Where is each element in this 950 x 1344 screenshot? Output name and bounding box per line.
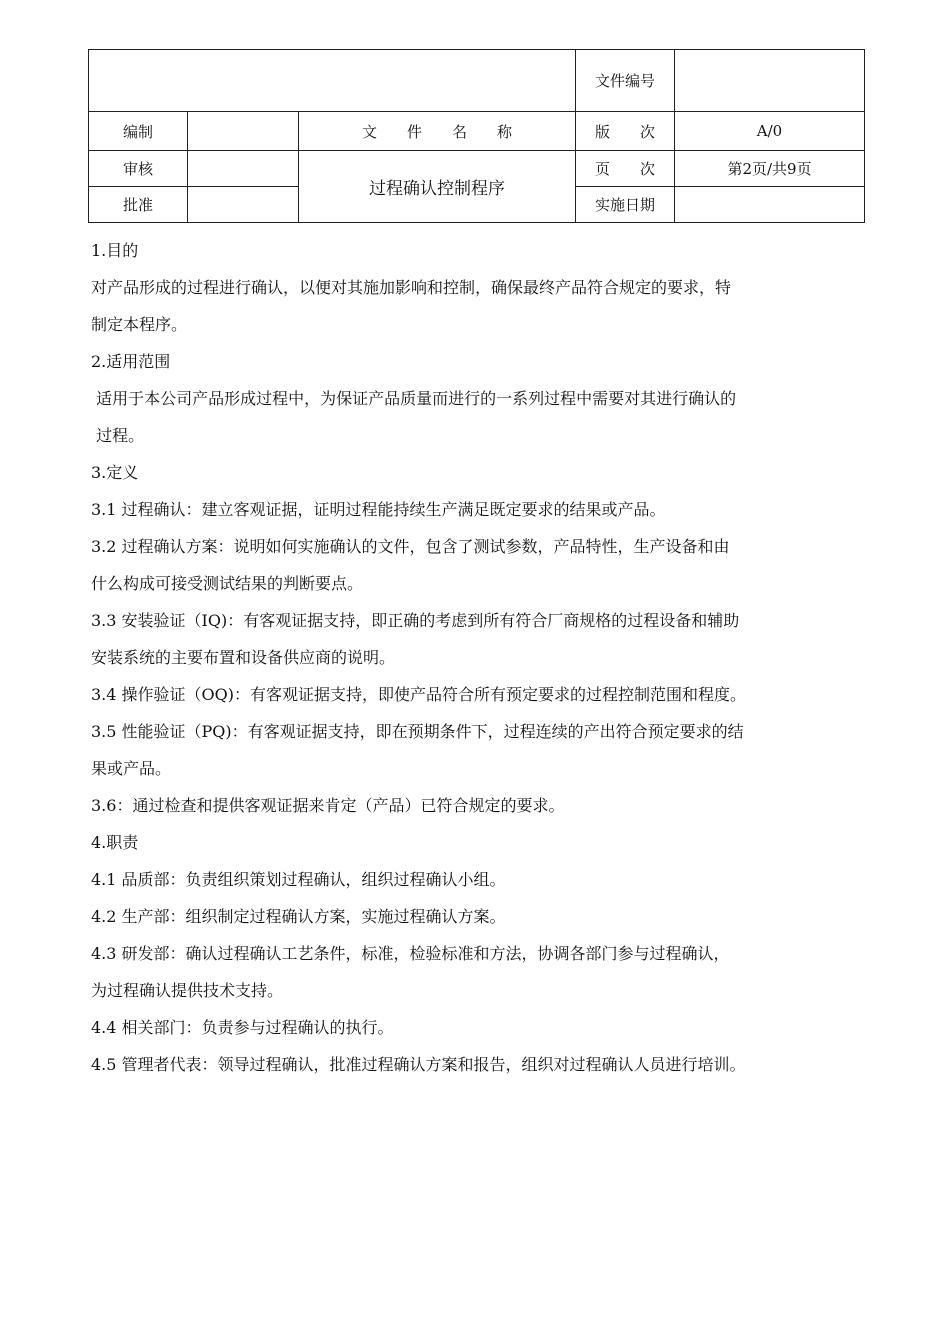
compile-label: 编制: [89, 112, 188, 151]
document-body: [91, 232, 864, 1083]
body-line: 4.5 管理者代表：领导过程确认，批准过程确认方案和报告，组织对过程确认人员进行培训。: [91, 1055, 746, 1074]
file-name-label: 文 件 名 称: [299, 112, 576, 151]
approve-value: [188, 187, 299, 223]
body-line: 3.6：通过检查和提供客观证据来肯定（产品）已符合规定的要求。: [91, 796, 565, 815]
body-line: 4.职责: [91, 833, 139, 852]
body-line: 3.定义: [91, 463, 139, 482]
version-value: A/0: [675, 112, 865, 151]
body-line: 1.目的: [91, 241, 139, 260]
page-label: 页 次: [576, 151, 675, 187]
body-line: 4.1 品质部：负责组织策划过程确认，组织过程确认小组。: [91, 870, 506, 889]
body-line: 3.1 过程确认：建立客观证据，证明过程能持续生产满足既定要求的结果或产品。: [91, 500, 666, 519]
page-value: 第2页/共9页: [675, 151, 865, 187]
body-line: 2.适用范围: [91, 352, 171, 371]
file-name-value: 过程确认控制程序: [299, 151, 576, 223]
body-line: 4.4 相关部门：负责参与过程确认的执行。: [91, 1018, 394, 1037]
body-line: 3.5 性能验证（PQ)：有客观证据支持，即在预期条件下，过程连续的产出符合预定要求的结: [91, 722, 744, 741]
file-no-label: 文件编号: [576, 50, 675, 112]
body-line: 过程。: [91, 426, 145, 445]
body-line: 制定本程序。: [91, 315, 188, 334]
impl-date-value: [675, 187, 865, 223]
document-header-table: [88, 49, 865, 223]
body-line: 3.3 安装验证（IQ)：有客观证据支持，即正确的考虑到所有符合厂商规格的过程设备和辅助: [91, 611, 740, 630]
review-value: [188, 151, 299, 187]
body-line: 果或产品。: [91, 759, 172, 778]
approve-label: 批准: [89, 187, 188, 223]
body-line: 4.2 生产部：组织制定过程确认方案，实施过程确认方案。: [91, 907, 506, 926]
file-no-value: [675, 50, 865, 112]
body-line: 对产品形成的过程进行确认，以便对其施加影响和控制，确保最终产品符合规定的要求，特: [91, 278, 732, 297]
body-line: 为过程确认提供技术支持。: [91, 981, 284, 1000]
body-line: 3.2 过程确认方案：说明如何实施确认的文件，包含了测试参数，产品特性，生产设备和由: [91, 537, 730, 556]
body-line: 4.3 研发部：确认过程确认工艺条件，标准，检验标准和方法，协调各部门参与过程确认，: [91, 944, 730, 963]
compile-value: [188, 112, 299, 151]
body-line: 什么构成可接受测试结果的判断要点。: [91, 574, 364, 593]
body-line: 安装系统的主要布置和设备供应商的说明。: [91, 648, 396, 667]
header-blank-cell: [89, 50, 576, 112]
version-label: 版 次: [576, 112, 675, 151]
review-label: 审核: [89, 151, 188, 187]
body-line: 3.4 操作验证（OQ)：有客观证据支持，即使产品符合所有预定要求的过程控制范围和程度。: [91, 685, 747, 704]
body-line: 适用于本公司产品形成过程中，为保证产品质量而进行的一系列过程中需要对其进行确认的: [91, 389, 737, 408]
impl-date-label: 实施日期: [576, 187, 675, 223]
